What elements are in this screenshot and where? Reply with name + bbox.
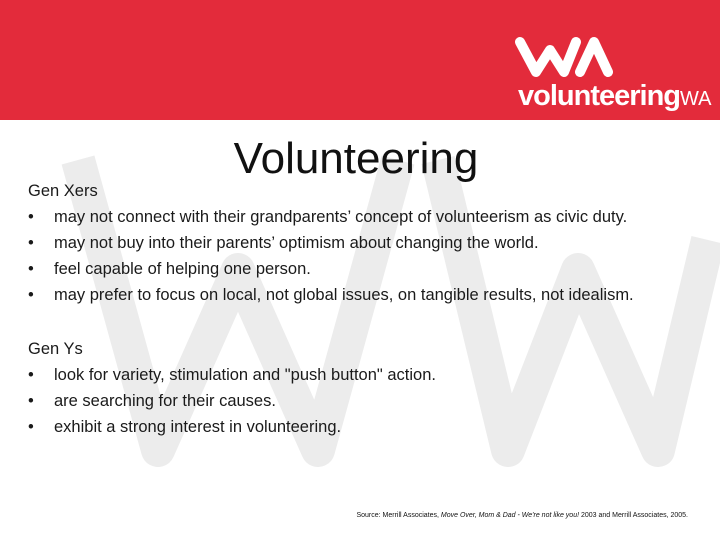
- section-heading: Gen Ys: [28, 340, 83, 358]
- section-heading: Gen Xers: [28, 182, 98, 200]
- list-item: [28, 414, 708, 440]
- logo-text: volunteering: [518, 80, 681, 112]
- source-citation: [0, 512, 688, 519]
- list-item: [28, 230, 708, 256]
- source-prefix: Source: Merrill Associates,: [356, 512, 441, 519]
- list-item: [28, 204, 708, 230]
- bullet-text: look for variety, stimulation and "push button" action.: [54, 366, 436, 384]
- bullet-icon: •: [28, 392, 34, 410]
- bullet-icon: •: [28, 418, 34, 436]
- slide-title: [0, 134, 712, 184]
- bullet-icon: •: [28, 286, 34, 304]
- section-gen-ys: [28, 336, 708, 440]
- list-item: [28, 256, 708, 282]
- bullet-icon: •: [28, 366, 34, 384]
- bullet-icon: •: [28, 234, 34, 252]
- bullet-text: may not buy into their parents’ optimism about changing the world.: [54, 234, 539, 252]
- list-item: [28, 362, 708, 388]
- bullet-icon: •: [28, 260, 34, 278]
- source-title: Move Over, Mom & Dad - We're not like you!: [440, 512, 580, 519]
- source-suffix: 2003 and Merrill Associates, 2005.: [579, 512, 688, 519]
- bullet-icon: •: [28, 208, 34, 226]
- logo-suffix: WA: [680, 88, 712, 110]
- logo-wordmark: [518, 80, 712, 113]
- bullet-text: feel capable of helping one person.: [54, 260, 311, 278]
- section-gen-xers: [28, 178, 708, 308]
- bullet-text: may not connect with their grandparents’ concept of volunteerism as civic duty.: [54, 208, 628, 226]
- list-item: [28, 388, 708, 414]
- list-item: [28, 282, 708, 308]
- bullet-text: exhibit a strong interest in volunteering.: [54, 418, 342, 436]
- bullet-text: are searching for their causes.: [54, 392, 276, 410]
- slide-title-text: Volunteering: [233, 134, 479, 183]
- bullet-text: may prefer to focus on local, not global issues, on tangible results, not idealism.: [54, 286, 634, 304]
